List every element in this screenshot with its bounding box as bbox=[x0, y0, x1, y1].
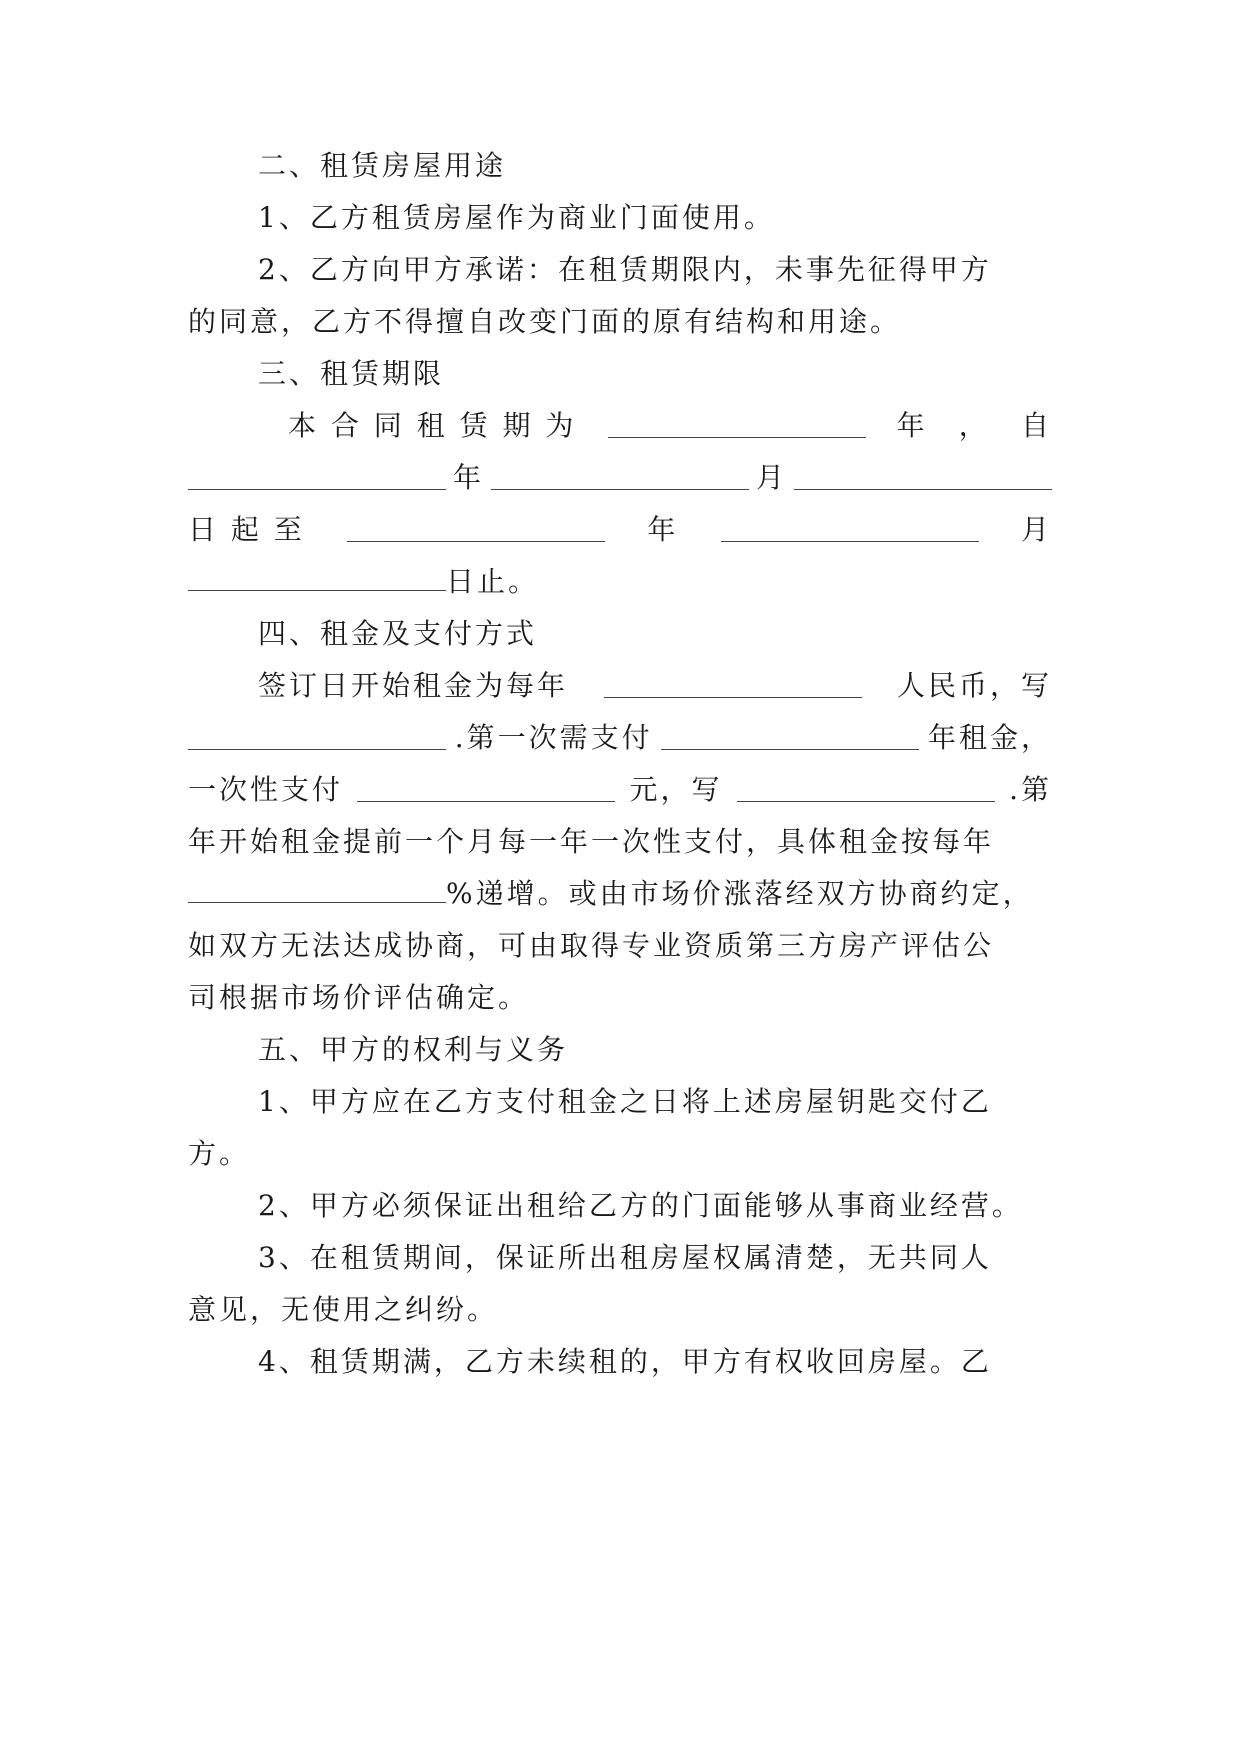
end-day-blank[interactable] bbox=[188, 568, 446, 591]
rent-line-2 bbox=[188, 718, 1052, 758]
rent-line-7: 司根据市场价评估确定。 bbox=[188, 981, 530, 1014]
rent-l3-c: .第 bbox=[1009, 773, 1052, 806]
term-years-blank[interactable] bbox=[608, 415, 866, 438]
start-year-label: 年 bbox=[452, 461, 484, 494]
rent-l1-b: 人民币，写 bbox=[896, 669, 1052, 702]
rent-line-3 bbox=[188, 770, 1052, 810]
paragraph-5-1-line1: 1、甲方应在乙方支付租金之日将上述房屋钥匙交付乙 bbox=[258, 1085, 992, 1118]
section-2-title: 二、租赁房屋用途 bbox=[258, 149, 507, 182]
rent-l3-b: 元，写 bbox=[629, 773, 723, 806]
rent-l3-a: 一次性支付 bbox=[188, 773, 344, 806]
rent-l5: %递增。或由市场价涨落经双方协商约定， bbox=[446, 877, 1034, 910]
rent-l2-a: .第一次需支付 bbox=[454, 721, 653, 754]
term-year-label: 年 bbox=[896, 409, 928, 442]
paragraph-5-3-line2: 意见，无使用之纠纷。 bbox=[188, 1293, 499, 1326]
paragraph-2-1: 1、乙方租赁房屋作为商业门面使用。 bbox=[258, 201, 775, 234]
rent-line-4: 年开始租金提前一个月每一年一次性支付，具体租金按每年 bbox=[188, 825, 995, 858]
rent-line-1 bbox=[258, 666, 1052, 706]
paragraph-5-4: 4、租赁期满，乙方未续租的，甲方有权收回房屋。乙 bbox=[258, 1345, 992, 1378]
term-from: 自 bbox=[1020, 409, 1052, 442]
term-line-2 bbox=[188, 458, 1052, 498]
end-year-blank[interactable] bbox=[347, 519, 605, 542]
paragraph-5-3-line1: 3、在租赁期间，保证所出租房屋权属清楚，无共同人 bbox=[258, 1241, 992, 1274]
term-end: 日止。 bbox=[446, 565, 540, 598]
term-ri-qi-zhi: 日 起 至 bbox=[188, 513, 305, 546]
end-month-blank[interactable] bbox=[721, 519, 979, 542]
end-year-label: 年 bbox=[647, 513, 679, 546]
paragraph-5-1-line2: 方。 bbox=[188, 1137, 251, 1170]
annual-rent-words-blank[interactable] bbox=[188, 727, 446, 750]
term-line-4 bbox=[188, 562, 1052, 602]
first-payment-years-blank[interactable] bbox=[661, 727, 919, 750]
term-line-3 bbox=[188, 510, 1052, 550]
rent-l1-a: 签订日开始租金为每年 bbox=[258, 669, 569, 702]
start-year-blank[interactable] bbox=[188, 467, 446, 490]
term-comma: ， bbox=[958, 409, 990, 442]
rent-line-5 bbox=[188, 874, 1052, 914]
annual-rent-blank[interactable] bbox=[604, 675, 862, 698]
start-month-blank[interactable] bbox=[491, 467, 749, 490]
paragraph-5-2: 2、甲方必须保证出租给乙方的门面能够从事商业经营。 bbox=[258, 1189, 1023, 1222]
paragraph-2-2-line1: 2、乙方向甲方承诺：在租赁期限内，未事先征得甲方 bbox=[258, 253, 992, 286]
section-4-title: 四、租金及支付方式 bbox=[258, 617, 538, 650]
lump-sum-words-blank[interactable] bbox=[737, 779, 995, 802]
end-month-label: 月 bbox=[1020, 513, 1052, 546]
start-day-blank[interactable] bbox=[794, 467, 1052, 490]
lump-sum-blank[interactable] bbox=[357, 779, 615, 802]
section-3-title: 三、租赁期限 bbox=[258, 357, 445, 390]
start-month-label: 月 bbox=[755, 461, 787, 494]
term-prefix: 本 合 同 租 赁 期 为 bbox=[288, 409, 577, 442]
rent-l2-b: 年租金， bbox=[927, 721, 1052, 754]
section-5-title: 五、甲方的权利与义务 bbox=[258, 1033, 569, 1066]
increase-rate-blank[interactable] bbox=[188, 880, 446, 903]
term-line-1 bbox=[288, 406, 1052, 446]
rent-line-6: 如双方无法达成协商，可由取得专业资质第三方房产评估公 bbox=[188, 929, 995, 962]
paragraph-2-2-line2: 的同意，乙方不得擅自改变门面的原有结构和用途。 bbox=[188, 305, 902, 338]
